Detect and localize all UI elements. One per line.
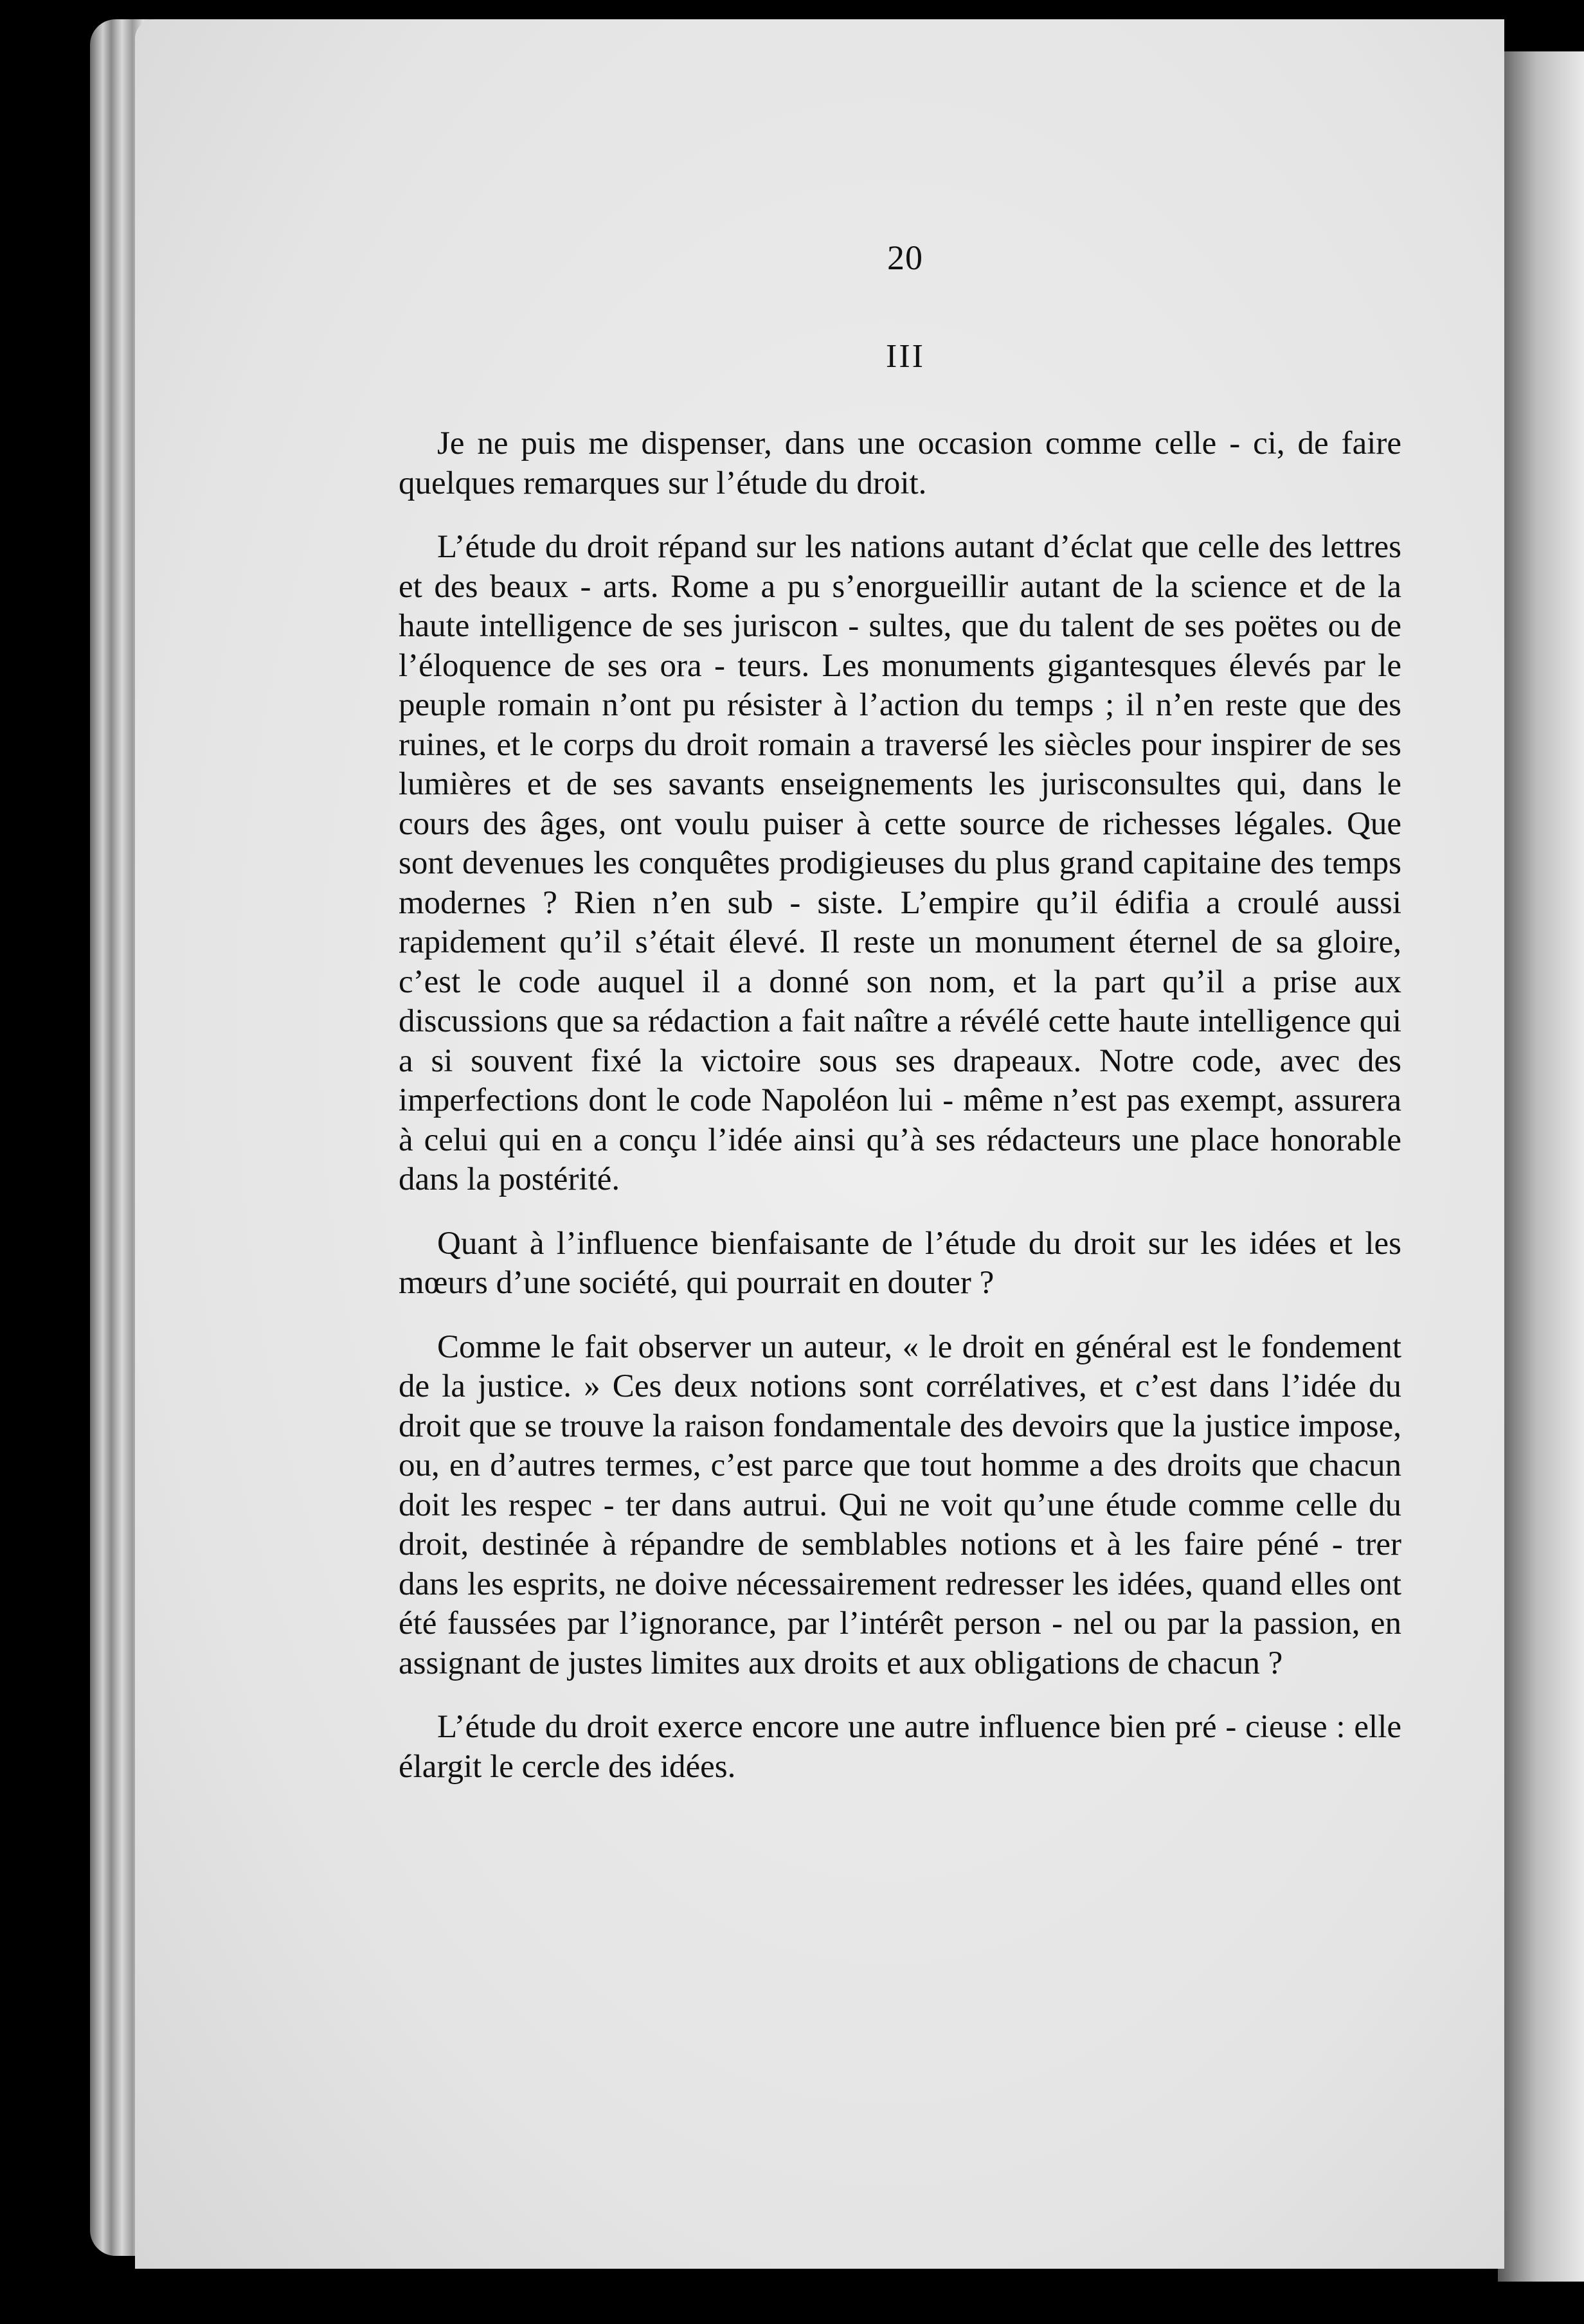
paragraph: Comme le fait observer un auteur, « le droit en général est le fondement de la justice. » Ces deux notions sont corrélatives, et c’est dans l’idée du droit que se trouve la raison fondamentale des devoirs que la justice impose, ou, en d’autres termes, c’est parce que tout homme a des droits que chacun doit les respec - ter dans autrui. Qui ne voit qu’une étude comme celle du droit, destinée à répandre de semblables notions et à les faire péné - trer dans les esprits, ne doive nécessairement redresser les idées, quand elles ont été faussées par l’ignorance, par l’intérêt person - nel ou par la passion, en assignant de justes limites aux droits et aux obligations de chacun ? xyxy=(399,1328,1401,1681)
paragraph: Je ne puis me dispenser, dans une occasion comme celle - ci, de faire quelques remarques sur l’étude du droit. xyxy=(399,425,1401,501)
section-heading: III xyxy=(886,338,925,375)
body-text xyxy=(399,424,1401,1811)
paragraph: L’étude du droit exerce encore une autre influence bien pré - cieuse : elle élargit le cercle des idées. xyxy=(399,1709,1401,1785)
paragraph: Quant à l’influence bienfaisante de l’étude du droit sur les idées et les mœurs d’une société, qui pourrait en douter ? xyxy=(399,1225,1401,1301)
page-number: 20 xyxy=(887,238,923,277)
paragraph: L’étude du droit répand sur les nations autant d’éclat que celle des lettres et des beaux - arts. Rome a pu s’enorgueillir autant de la science et de la haute intelligence de ses juriscon - sultes, que du talent de ses poëtes ou de l’éloquence de ses ora - teurs. Les monuments gigantesques élevés par le peuple romain n’ont pu résister à l’action du temps ; il n’en reste que des ruines, et le corps du droit romain a traversé les siècles pour inspirer de ses lumières et de ses savants enseignements les jurisconsultes qui, dans le cours des âges, ont voulu puiser à cette source de richesses légales. Que sont devenues les conquêtes prodigieuses du plus grand capitaine des temps modernes ? Rien n’en sub - siste. L’empire qu’il édifia a croulé aussi rapidement qu’il s’était élevé. Il reste un monument éternel de sa gloire, c’est le code auquel il a donné son nom, et la part qu’il a prise aux discussions que sa rédaction a fait naître a révélé cette haute intelligence qui a si souvent fixé la victoire sous ses drapeaux. Notre code, avec des imperfections dont le code Napoléon lui - même n’est pas exempt, assurera à celui qui en a conçu l’idée ainsi qu’à ses rédacteurs une place honorable dans la postérité. xyxy=(399,529,1401,1197)
adjacent-page-edge xyxy=(1498,51,1584,2282)
